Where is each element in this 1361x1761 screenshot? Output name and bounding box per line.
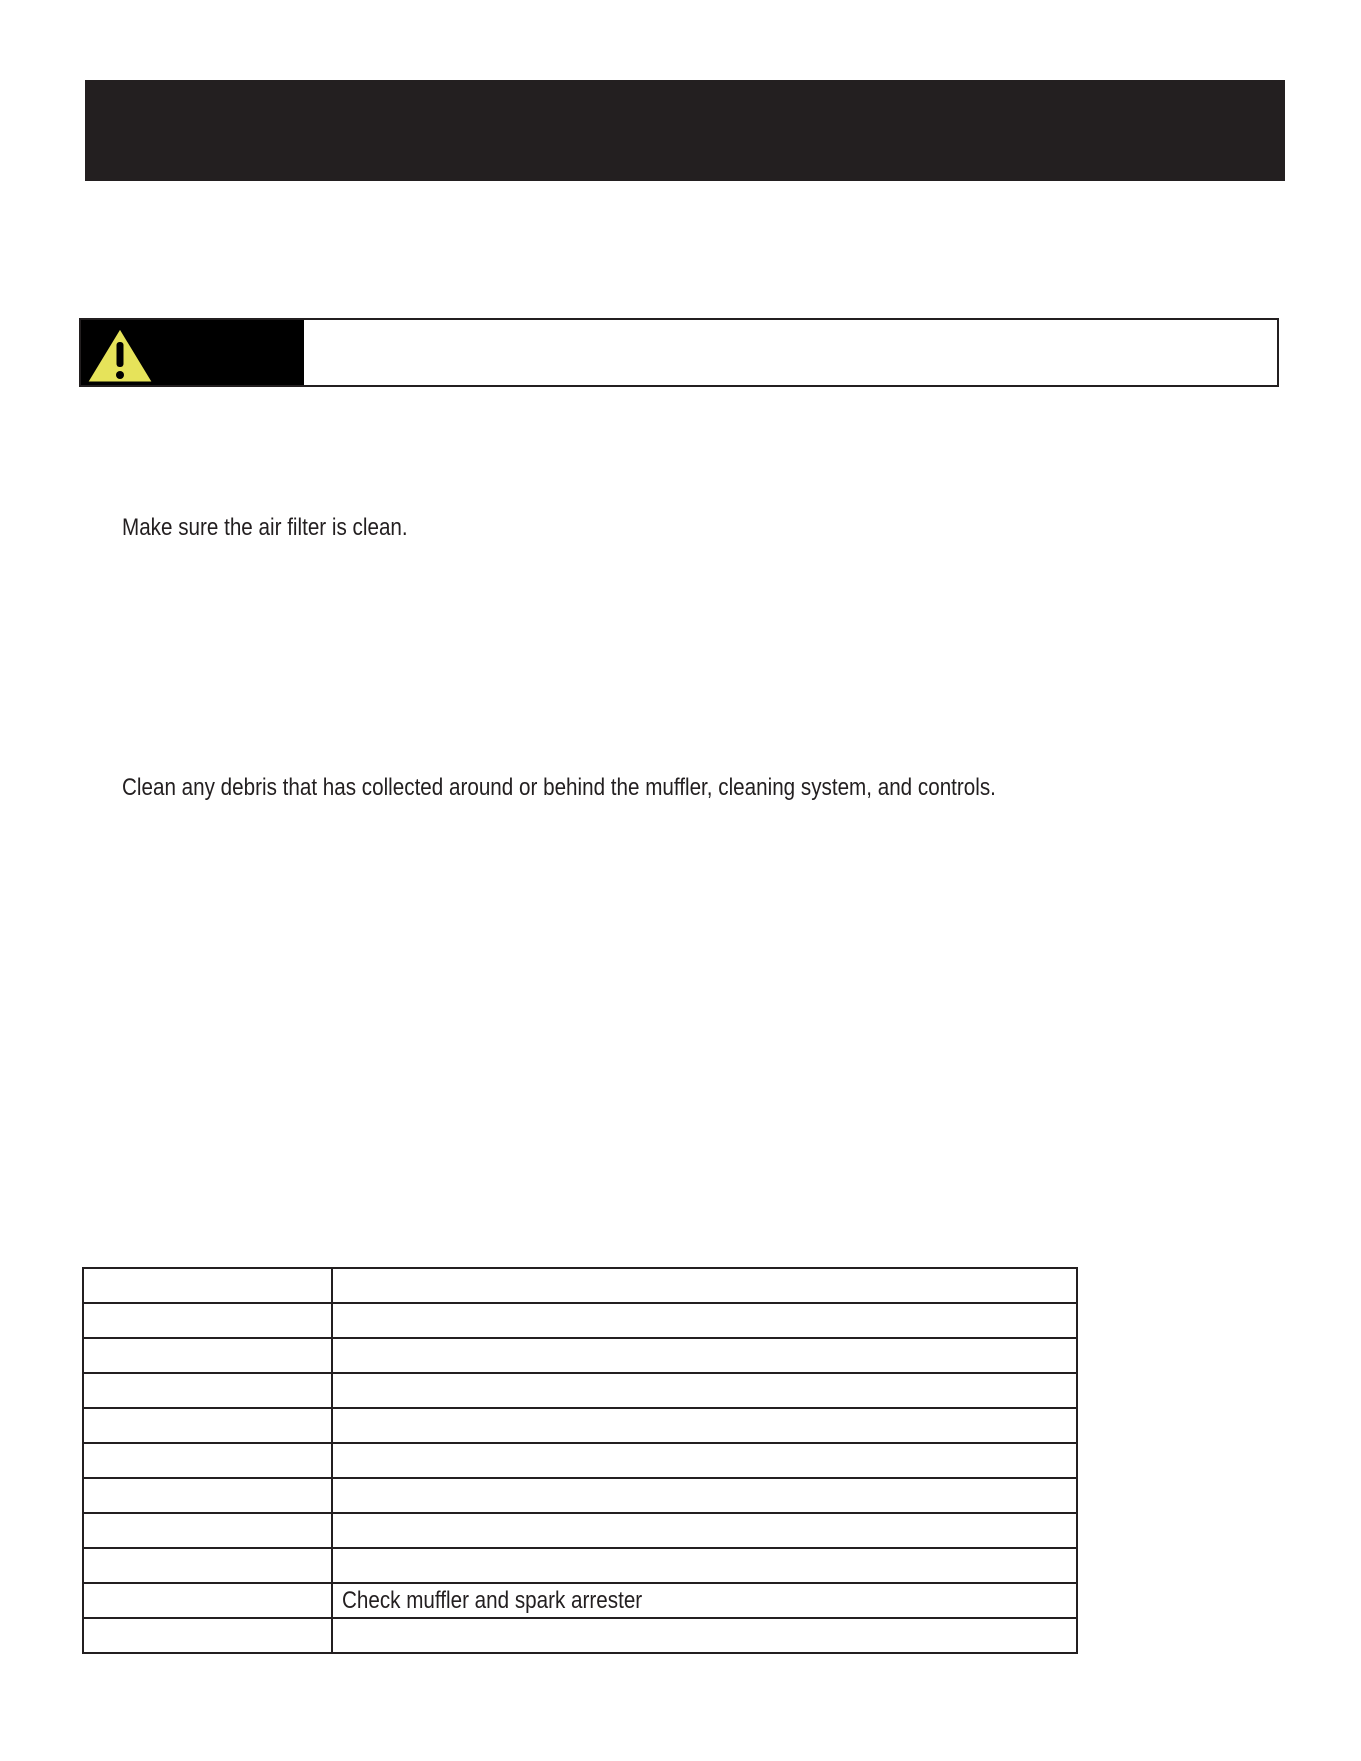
instruction-clean-debris: Clean any debris that has collected around or behind the muffler, cleaning system, and controls. bbox=[122, 774, 996, 801]
table-cell-task bbox=[332, 1443, 1077, 1478]
table-cell-task bbox=[332, 1303, 1077, 1338]
table-row bbox=[83, 1303, 1077, 1338]
table-row bbox=[83, 1583, 1077, 1618]
table-row bbox=[83, 1513, 1077, 1548]
instruction-air-filter: Make sure the air filter is clean. bbox=[122, 514, 408, 541]
table-cell-task bbox=[332, 1478, 1077, 1513]
table-cell-interval bbox=[83, 1303, 332, 1338]
table-cell-task bbox=[332, 1618, 1077, 1653]
table-cell-task bbox=[332, 1338, 1077, 1373]
cell-text: Check muffler and spark arrester bbox=[342, 1587, 643, 1614]
maintenance-schedule-table bbox=[82, 1267, 1078, 1654]
table-cell-interval bbox=[83, 1478, 332, 1513]
table-cell-interval bbox=[83, 1268, 332, 1303]
warning-triangle-icon bbox=[84, 324, 156, 386]
section-header-bar bbox=[85, 80, 1285, 181]
table-row bbox=[83, 1443, 1077, 1478]
table-cell-interval bbox=[83, 1548, 332, 1583]
table-cell-interval bbox=[83, 1443, 332, 1478]
table-row bbox=[83, 1618, 1077, 1653]
table-cell-interval bbox=[83, 1338, 332, 1373]
table-cell-interval bbox=[83, 1618, 332, 1653]
table-cell-interval bbox=[83, 1513, 332, 1548]
table-row bbox=[83, 1548, 1077, 1583]
table-row bbox=[83, 1268, 1077, 1303]
warning-message bbox=[304, 320, 1277, 385]
warning-callout bbox=[79, 318, 1279, 387]
table-row bbox=[83, 1373, 1077, 1408]
table-cell-task bbox=[332, 1513, 1077, 1548]
table-cell-interval bbox=[83, 1408, 332, 1443]
table-row bbox=[83, 1408, 1077, 1443]
table-row bbox=[83, 1338, 1077, 1373]
table-cell-task bbox=[332, 1408, 1077, 1443]
table-cell-task bbox=[332, 1268, 1077, 1303]
warning-label-block bbox=[81, 320, 304, 385]
table-cell-task bbox=[332, 1373, 1077, 1408]
table-cell-interval bbox=[83, 1373, 332, 1408]
table-cell-task bbox=[332, 1583, 1077, 1618]
table-row bbox=[83, 1478, 1077, 1513]
table-cell-interval bbox=[83, 1583, 332, 1618]
table-cell-task bbox=[332, 1548, 1077, 1583]
